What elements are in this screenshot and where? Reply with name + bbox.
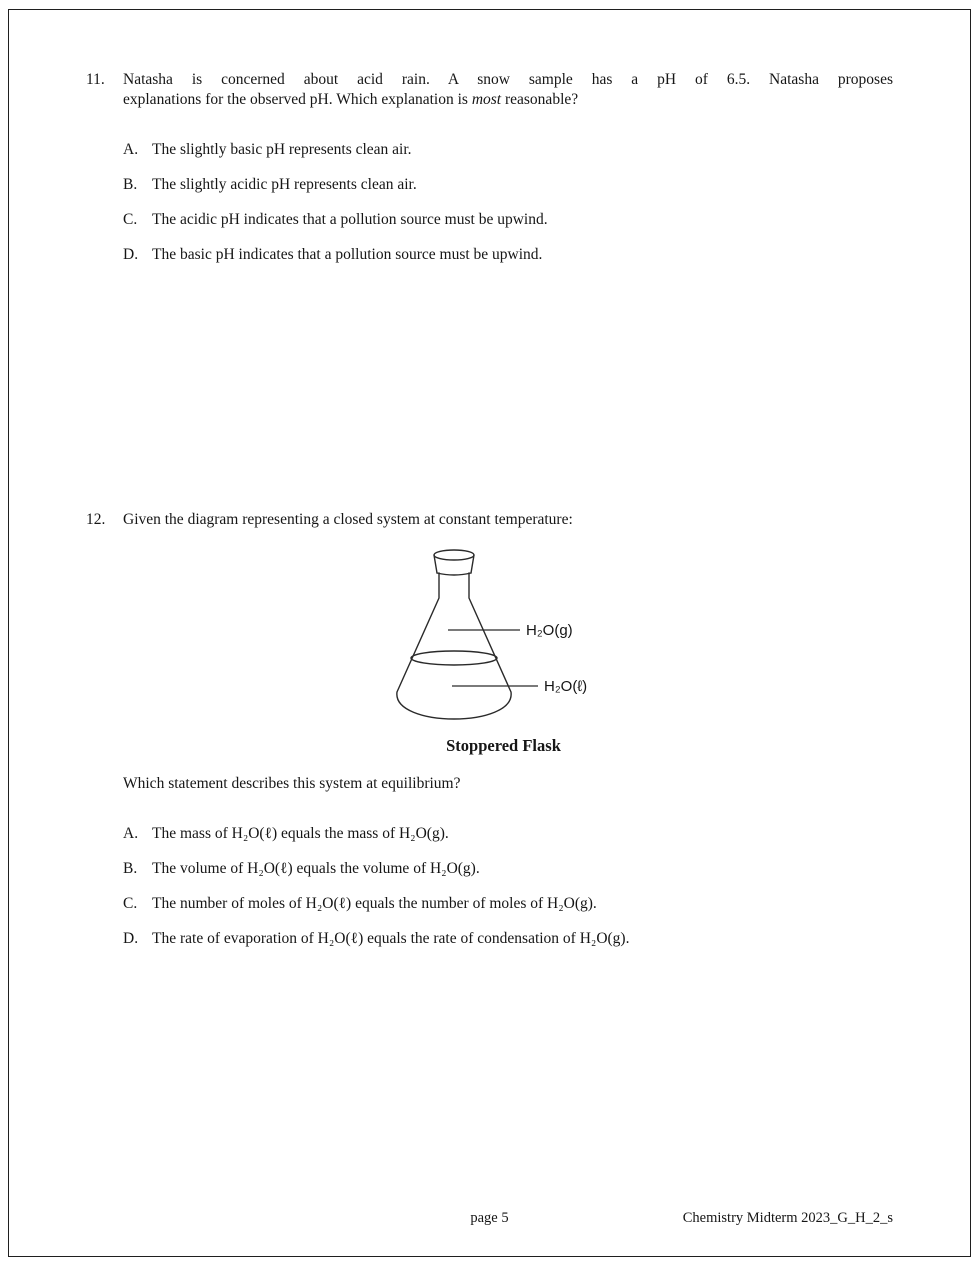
- question-11-line2-before: explanations for the observed pH. Which explanation is: [123, 91, 472, 108]
- question-12-text: Which statement describes this system at equilibrium?: [123, 775, 461, 792]
- question-12-intro: Given the diagram representing a closed system at constant temperature:: [123, 511, 573, 528]
- question-11-line2-after: reasonable?: [501, 91, 579, 108]
- option-label: D.: [123, 930, 139, 947]
- question-11-options: [123, 140, 893, 265]
- option-row-c: [123, 894, 893, 914]
- question-12: [86, 510, 893, 949]
- option-label: D.: [123, 246, 139, 263]
- flask-stopper: [434, 550, 474, 575]
- option-label: B.: [123, 176, 138, 193]
- diagram-caption: Stoppered Flask: [446, 736, 561, 755]
- option-row-d: [123, 929, 893, 949]
- footer-document-id: Chemistry Midterm 2023_G_H_2_s: [682, 1210, 893, 1226]
- question-11-line2: [123, 90, 893, 110]
- option-text: The volume of H₂O(ℓ) equals the volume of H₂O(g).: [152, 860, 480, 877]
- question-12-number: 12.: [86, 511, 106, 528]
- option-text: The acidic pH indicates that a pollution source must be upwind.: [152, 211, 548, 228]
- option-label: A.: [123, 825, 139, 842]
- flask-svg: [344, 546, 664, 726]
- option-text: The mass of H₂O(ℓ) equals the mass of H₂O(g).: [152, 825, 449, 842]
- option-row-b: [123, 859, 893, 879]
- option-row-b: [123, 175, 893, 195]
- liquid-surface-line: [411, 651, 497, 665]
- footer-page-number: page 5: [470, 1210, 509, 1226]
- option-label: C.: [123, 211, 138, 228]
- question-11-text: [123, 70, 893, 110]
- question-11-line2-italic: most: [471, 91, 502, 108]
- option-text: The slightly acidic pH represents clean air.: [152, 176, 417, 193]
- liquid-label: H₂O(ℓ): [543, 678, 587, 695]
- option-row-a: [123, 140, 893, 160]
- option-label: A.: [123, 141, 139, 158]
- option-label: B.: [123, 860, 138, 877]
- flask-body: [396, 573, 510, 719]
- option-text: The basic pH indicates that a pollution source must be upwind.: [152, 246, 543, 263]
- question-11-number: 11.: [86, 71, 105, 88]
- question-11: [86, 70, 893, 265]
- option-text: The number of moles of H₂O(ℓ) equals the number of moles of H₂O(g).: [152, 895, 597, 912]
- option-row-d: [123, 245, 893, 265]
- question-11-line1: Natasha is concerned about acid rain. A snow sample has a pH of 6.5. Natasha proposes: [123, 71, 893, 88]
- option-row-c: [123, 210, 893, 230]
- option-row-a: [123, 824, 893, 844]
- gas-label: H₂O(g): [525, 622, 573, 639]
- question-12-options: [123, 824, 893, 949]
- option-label: C.: [123, 895, 138, 912]
- option-text: The rate of evaporation of H₂O(ℓ) equals the rate of condensation of H₂O(g).: [152, 930, 630, 947]
- page-content: [86, 70, 893, 964]
- flask-diagram: [344, 546, 664, 756]
- option-text: The slightly basic pH represents clean air.: [152, 141, 412, 158]
